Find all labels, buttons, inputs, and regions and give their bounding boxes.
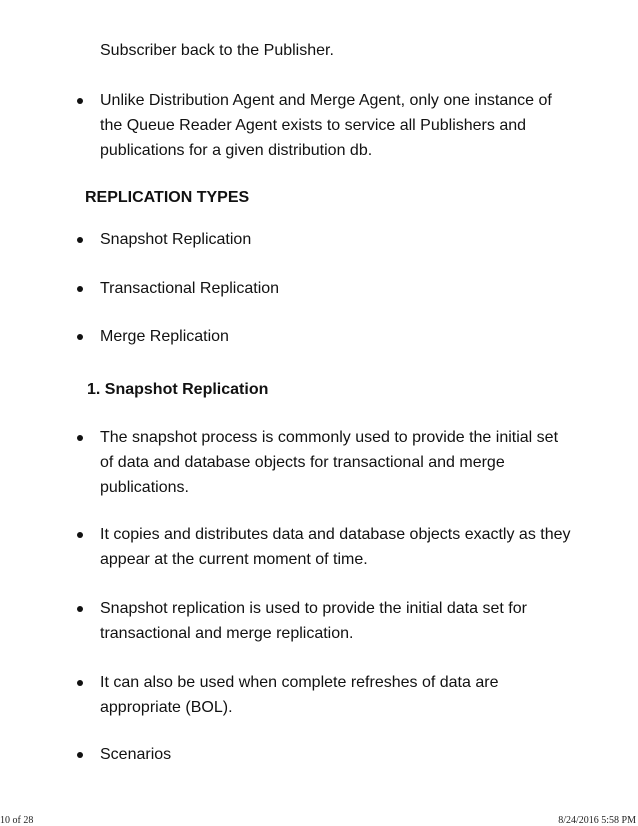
bullet-line: The snapshot process is commonly used to provide the initial set (100, 429, 559, 446)
replication-type-item (100, 276, 570, 301)
bullet-line: the Queue Reader Agent exists to service all Publishers and (100, 117, 527, 134)
bullet-line: Scenarios (100, 746, 172, 763)
queue-reader-bullet (100, 88, 570, 163)
bullet-dot-icon (77, 237, 83, 243)
bullet-dot-icon (77, 98, 83, 104)
page-number: 10 of 28 (0, 815, 34, 826)
bullet-dot-icon (77, 606, 83, 612)
bullet-line: It copies and distributes data and database objects exactly as they (100, 526, 571, 543)
snapshot-bullet (100, 670, 570, 720)
replication-type-item (100, 324, 570, 349)
bullet-line: transactional and merge replication. (100, 625, 354, 642)
bullet-line: publications for a given distribution db. (100, 142, 373, 159)
bullet-dot-icon (77, 752, 83, 758)
bullet-dot-icon (77, 435, 83, 441)
bullet-line: publications. (100, 479, 189, 496)
snapshot-replication-heading: 1. Snapshot Replication (87, 381, 269, 398)
bullet-dot-icon (77, 680, 83, 686)
bullet-line: of data and database objects for transactional and merge (100, 454, 505, 471)
bullet-line: Merge Replication (100, 328, 229, 345)
bullet-line: appear at the current moment of time. (100, 551, 368, 568)
print-timestamp: 8/24/2016 5:58 PM (558, 815, 636, 826)
bullet-line: Transactional Replication (100, 280, 280, 297)
bullet-line: Snapshot Replication (100, 231, 252, 248)
bullet-line: Unlike Distribution Agent and Merge Agent, only one instance of (100, 92, 552, 109)
bullet-dot-icon (77, 286, 83, 292)
snapshot-bullet (100, 742, 570, 767)
replication-types-heading: REPLICATION TYPES (85, 189, 250, 206)
bullet-dot-icon (77, 532, 83, 538)
snapshot-bullet (100, 522, 570, 572)
bullet-line: It can also be used when complete refreshes of data are (100, 674, 499, 691)
snapshot-bullet (100, 425, 570, 500)
intro-continuation-text: Subscriber back to the Publisher. (100, 42, 334, 59)
bullet-dot-icon (77, 334, 83, 340)
snapshot-bullet (100, 596, 570, 646)
bullet-line: appropriate (BOL). (100, 699, 233, 716)
bullet-line: Snapshot replication is used to provide the initial data set for (100, 600, 527, 617)
replication-type-item (100, 227, 570, 252)
